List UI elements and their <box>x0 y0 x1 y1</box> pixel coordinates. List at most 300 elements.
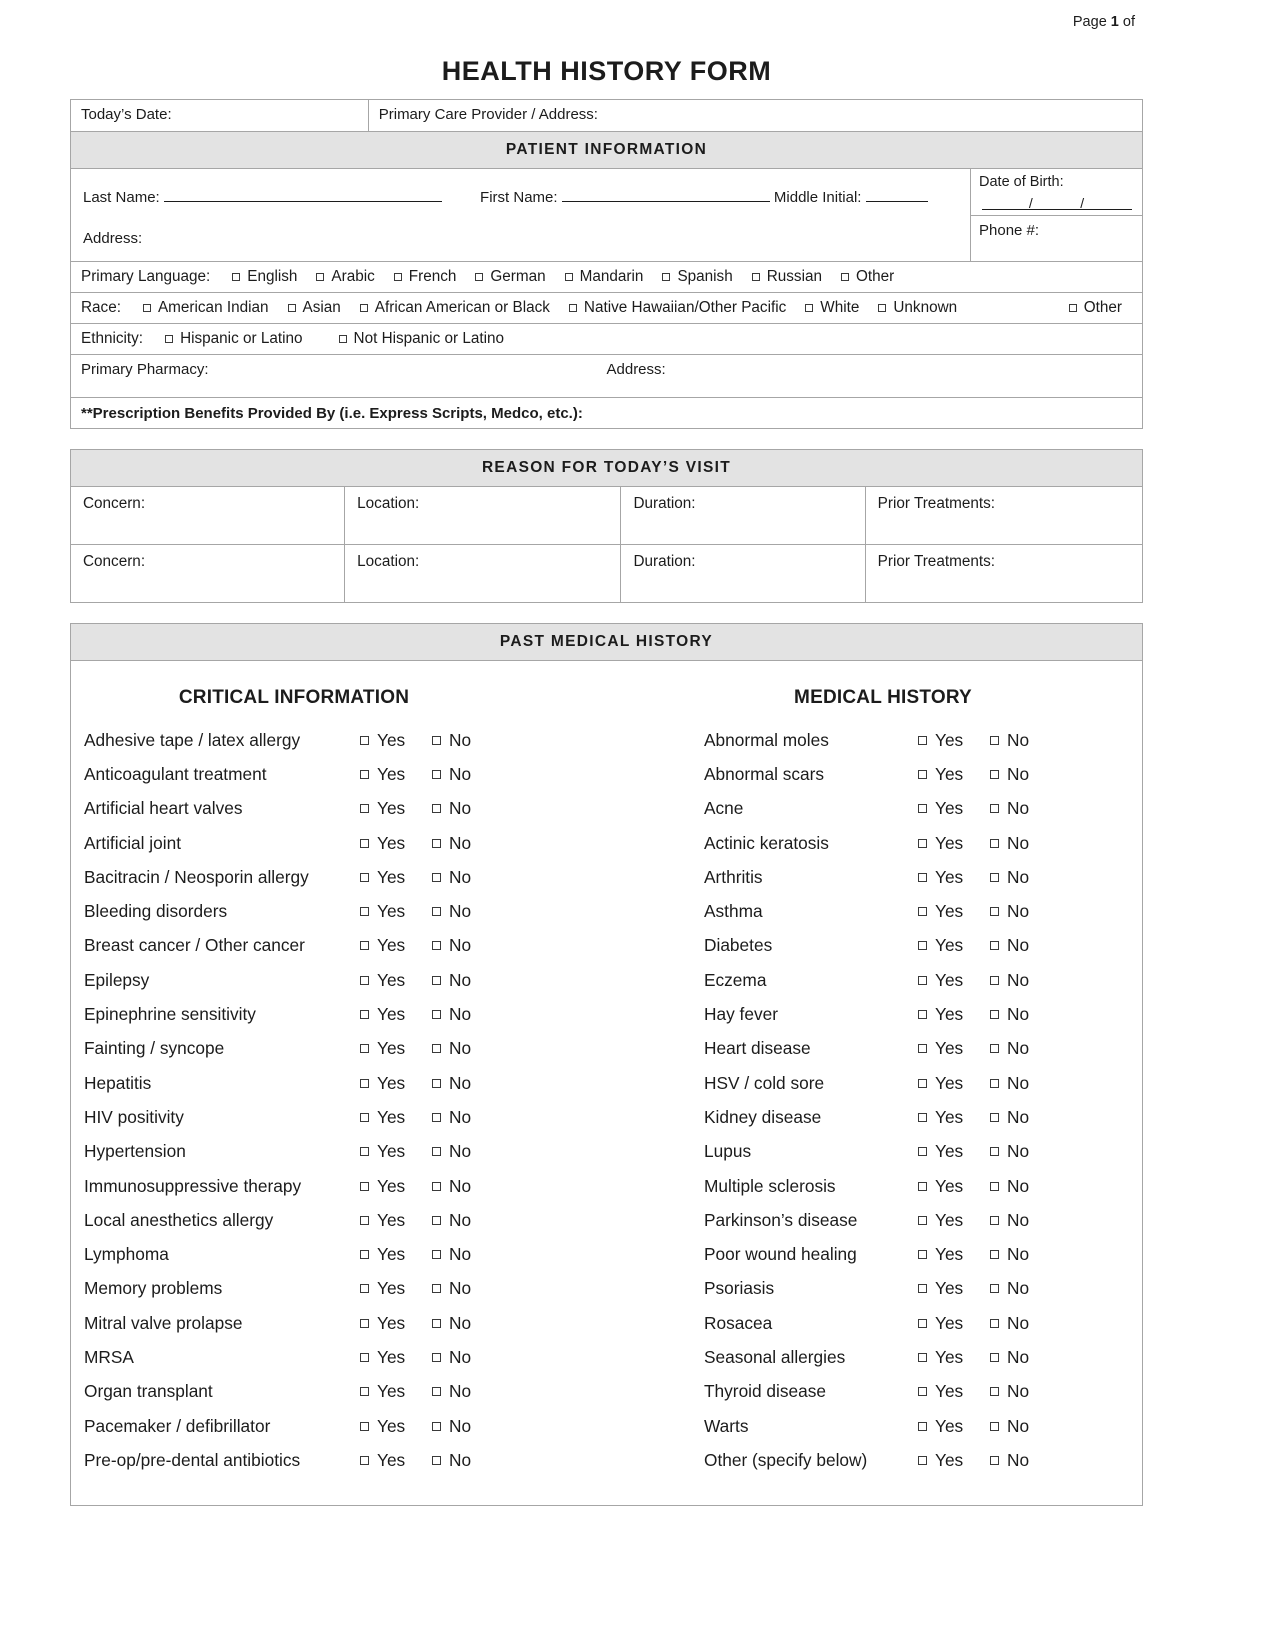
race-white-checkbox[interactable] <box>805 304 813 312</box>
yes-label: Yes <box>377 969 406 990</box>
prior-treatments-cell-2[interactable] <box>866 545 1142 602</box>
no-label: No <box>449 866 472 887</box>
hepatitis-yes-checkbox[interactable] <box>360 1079 369 1088</box>
no-label: No <box>449 1346 472 1367</box>
no-label: No <box>1007 1449 1030 1470</box>
hsv-cold-sore-yes-option <box>918 1073 990 1094</box>
condition-label: Epinephrine sensitivity <box>84 1004 256 1025</box>
other-specify-below-yes-option <box>918 1450 990 1471</box>
kidney-disease-yes-checkbox[interactable] <box>918 1113 927 1122</box>
language-option-arabic <box>316 268 374 286</box>
lupus-no-checkbox[interactable] <box>990 1147 999 1156</box>
lupus-yes-checkbox[interactable] <box>918 1147 927 1156</box>
hiv-positivity-yes-checkbox[interactable] <box>360 1113 369 1122</box>
kidney-disease-no-option <box>990 1107 1062 1128</box>
primary-care-provider-cell[interactable] <box>369 100 1142 131</box>
page-number <box>1073 14 1135 30</box>
last-name-input-line[interactable] <box>164 189 442 202</box>
warts-no-option <box>990 1416 1062 1437</box>
yes-label: Yes <box>935 1449 964 1470</box>
condition-label: Other (specify below) <box>704 1449 868 1470</box>
artificial-joint-no-checkbox[interactable] <box>432 839 441 848</box>
duration-label: Duration: <box>633 553 696 570</box>
name-line <box>83 189 958 206</box>
yes-label: Yes <box>935 901 964 922</box>
location-cell-1[interactable] <box>345 487 621 544</box>
language-spanish-checkbox[interactable] <box>662 273 670 281</box>
condition-label: Poor wound healing <box>704 1244 857 1265</box>
primary-pharmacy-cell[interactable] <box>81 361 607 391</box>
critical-row-fainting-syncope <box>84 1032 504 1066</box>
critical-row-artificial-heart-valves <box>84 792 504 826</box>
bacitracin-neosporin-allergy-yes-checkbox[interactable] <box>360 873 369 882</box>
yes-label: Yes <box>935 1415 964 1436</box>
hsv-cold-sore-no-option <box>990 1073 1062 1094</box>
race-option-label: Native Hawaiian/Other Pacific <box>583 299 787 316</box>
multiple-sclerosis-no-checkbox[interactable] <box>990 1182 999 1191</box>
condition-label: Arthritis <box>704 866 763 887</box>
lymphoma-no-checkbox[interactable] <box>432 1250 441 1259</box>
medical-row-actinic-keratosis <box>704 826 1062 860</box>
critical-row-hypertension <box>84 1135 504 1169</box>
mitral-valve-prolapse-no-checkbox[interactable] <box>432 1319 441 1328</box>
poor-wound-healing-no-checkbox[interactable] <box>990 1250 999 1259</box>
no-label: No <box>1007 798 1030 819</box>
location-label: Location: <box>357 495 420 512</box>
middle-initial-label: Middle Initial: <box>773 189 862 206</box>
medical-row-eczema <box>704 963 1062 997</box>
memory-problems-no-checkbox[interactable] <box>432 1284 441 1293</box>
asthma-no-checkbox[interactable] <box>990 907 999 916</box>
pharmacy-address-label: Address: <box>606 361 666 378</box>
epilepsy-no-checkbox[interactable] <box>432 976 441 985</box>
organ-transplant-yes-option <box>360 1381 432 1402</box>
rosacea-yes-checkbox[interactable] <box>918 1319 927 1328</box>
no-label: No <box>1007 969 1030 990</box>
psoriasis-no-checkbox[interactable] <box>990 1284 999 1293</box>
fainting-syncope-yes-checkbox[interactable] <box>360 1044 369 1053</box>
condition-label: Organ transplant <box>84 1381 213 1402</box>
language-french-checkbox[interactable] <box>394 273 402 281</box>
seasonal-allergies-no-checkbox[interactable] <box>990 1353 999 1362</box>
no-label: No <box>449 1175 472 1196</box>
critical-row-mrsa <box>84 1340 504 1374</box>
pacemaker-defibrillator-yes-checkbox[interactable] <box>360 1422 369 1431</box>
race-unknown-checkbox[interactable] <box>878 304 886 312</box>
hiv-positivity-no-option <box>432 1107 504 1128</box>
patient-information-section <box>70 99 1143 429</box>
no-label: No <box>449 1244 472 1265</box>
race-option-american-indian <box>143 299 269 317</box>
diabetes-yes-option <box>918 935 990 956</box>
thyroid-disease-no-checkbox[interactable] <box>990 1387 999 1396</box>
organ-transplant-no-option <box>432 1381 504 1402</box>
date-of-birth-cell <box>971 169 1142 216</box>
race-asian-checkbox[interactable] <box>288 304 296 312</box>
language-option-french <box>394 268 457 286</box>
ethnicity-option-label: Not Hispanic or Latino <box>353 330 505 347</box>
concern-cell-2[interactable] <box>71 545 345 602</box>
yes-label: Yes <box>935 935 964 956</box>
duration-cell-2[interactable] <box>621 545 865 602</box>
condition-label: Psoriasis <box>704 1278 775 1299</box>
poor-wound-healing-yes-option <box>918 1244 990 1265</box>
date-of-birth-label: Date of Birth: <box>979 174 1064 190</box>
arthritis-no-checkbox[interactable] <box>990 873 999 882</box>
parkinson-s-disease-yes-checkbox[interactable] <box>918 1216 927 1225</box>
language-other-checkbox[interactable] <box>841 273 849 281</box>
mitral-valve-prolapse-yes-option <box>360 1313 432 1334</box>
pre-op-pre-dental-antibiotics-no-checkbox[interactable] <box>432 1456 441 1465</box>
organ-transplant-no-checkbox[interactable] <box>432 1387 441 1396</box>
asthma-no-option <box>990 901 1062 922</box>
critical-row-immunosuppressive-therapy <box>84 1169 504 1203</box>
acne-no-checkbox[interactable] <box>990 804 999 813</box>
bleeding-disorders-yes-option <box>360 901 432 922</box>
memory-problems-yes-checkbox[interactable] <box>360 1284 369 1293</box>
actinic-keratosis-no-option <box>990 833 1062 854</box>
ethnicity-option-label: Hispanic or Latino <box>180 330 303 347</box>
other-specify-below-no-checkbox[interactable] <box>990 1456 999 1465</box>
condition-label: Mitral valve prolapse <box>84 1312 243 1333</box>
race-option-label: Asian <box>302 299 341 316</box>
abnormal-scars-no-option <box>990 764 1062 785</box>
first-name-input-line[interactable] <box>562 189 770 202</box>
medical-row-abnormal-moles <box>704 723 1062 757</box>
condition-label: Immunosuppressive therapy <box>84 1175 302 1196</box>
hepatitis-no-option <box>432 1073 504 1094</box>
abnormal-scars-yes-checkbox[interactable] <box>918 770 927 779</box>
pre-op-pre-dental-antibiotics-no-option <box>432 1450 504 1471</box>
eczema-yes-checkbox[interactable] <box>918 976 927 985</box>
bleeding-disorders-no-option <box>432 901 504 922</box>
dob-slash: / <box>1028 195 1033 211</box>
language-option-label: Spanish <box>677 268 733 285</box>
fainting-syncope-no-checkbox[interactable] <box>432 1044 441 1053</box>
language-option-label: French <box>408 268 457 285</box>
heart-disease-no-checkbox[interactable] <box>990 1044 999 1053</box>
lymphoma-yes-checkbox[interactable] <box>360 1250 369 1259</box>
language-option-label: Other <box>855 268 895 285</box>
visit-row-2 <box>71 544 1142 602</box>
yes-label: Yes <box>377 1004 406 1025</box>
medical-row-seasonal-allergies <box>704 1340 1062 1374</box>
anticoagulant-treatment-no-option <box>432 764 504 785</box>
anticoagulant-treatment-yes-checkbox[interactable] <box>360 770 369 779</box>
pharmacy-address-cell[interactable] <box>607 361 1133 391</box>
acne-no-option <box>990 798 1062 819</box>
condition-label: Hepatitis <box>84 1072 152 1093</box>
condition-label: Lymphoma <box>84 1244 169 1265</box>
critical-row-hiv-positivity <box>84 1100 504 1134</box>
no-label: No <box>1007 1038 1030 1059</box>
medical-history-title: MEDICAL HISTORY <box>794 687 972 708</box>
condition-label: Heart disease <box>704 1038 811 1059</box>
yes-label: Yes <box>377 935 406 956</box>
page-number-value: 1 <box>1110 14 1119 30</box>
epinephrine-sensitivity-yes-checkbox[interactable] <box>360 1010 369 1019</box>
race-row <box>71 292 1142 323</box>
breast-cancer-other-cancer-no-checkbox[interactable] <box>432 941 441 950</box>
medical-row-hay-fever <box>704 997 1062 1031</box>
todays-date-cell[interactable] <box>71 100 369 131</box>
local-anesthetics-allergy-yes-option <box>360 1210 432 1231</box>
adhesive-tape-latex-allergy-yes-checkbox[interactable] <box>360 736 369 745</box>
heart-disease-yes-checkbox[interactable] <box>918 1044 927 1053</box>
yes-label: Yes <box>935 832 964 853</box>
critical-row-anticoagulant-treatment <box>84 757 504 791</box>
eczema-no-option <box>990 970 1062 991</box>
language-arabic-checkbox[interactable] <box>316 273 324 281</box>
organ-transplant-yes-checkbox[interactable] <box>360 1387 369 1396</box>
medical-row-asthma <box>704 894 1062 928</box>
multiple-sclerosis-yes-checkbox[interactable] <box>918 1182 927 1191</box>
hsv-cold-sore-yes-checkbox[interactable] <box>918 1079 927 1088</box>
asthma-yes-option <box>918 901 990 922</box>
name-dob-row <box>71 168 1142 261</box>
condition-label: Abnormal moles <box>704 729 829 750</box>
yes-label: Yes <box>935 729 964 750</box>
hiv-positivity-no-checkbox[interactable] <box>432 1113 441 1122</box>
pacemaker-defibrillator-yes-option <box>360 1416 432 1437</box>
duration-cell-1[interactable] <box>621 487 865 544</box>
yes-label: Yes <box>377 1244 406 1265</box>
medical-row-warts <box>704 1409 1062 1443</box>
no-label: No <box>1007 901 1030 922</box>
hay-fever-yes-checkbox[interactable] <box>918 1010 927 1019</box>
diabetes-no-checkbox[interactable] <box>990 941 999 950</box>
diabetes-yes-checkbox[interactable] <box>918 941 927 950</box>
race-option-other <box>1069 299 1122 317</box>
primary-language-label: Primary Language: <box>81 268 211 285</box>
yes-label: Yes <box>935 1106 964 1127</box>
parkinson-s-disease-no-option <box>990 1210 1062 1231</box>
mrsa-yes-option <box>360 1347 432 1368</box>
yes-label: Yes <box>935 969 964 990</box>
critical-information-rows <box>84 723 504 1478</box>
concern-cell-1[interactable] <box>71 487 345 544</box>
immunosuppressive-therapy-yes-option <box>360 1176 432 1197</box>
seasonal-allergies-no-option <box>990 1347 1062 1368</box>
critical-row-memory-problems <box>84 1272 504 1306</box>
condition-label: Adhesive tape / latex allergy <box>84 729 301 750</box>
condition-label: Hypertension <box>84 1141 186 1162</box>
yes-label: Yes <box>935 1038 964 1059</box>
epinephrine-sensitivity-no-checkbox[interactable] <box>432 1010 441 1019</box>
prescription-benefits-row[interactable] <box>71 397 1142 428</box>
warts-no-checkbox[interactable] <box>990 1422 999 1431</box>
artificial-heart-valves-yes-checkbox[interactable] <box>360 804 369 813</box>
condition-label: Eczema <box>704 969 767 990</box>
no-label: No <box>449 1278 472 1299</box>
arthritis-yes-option <box>918 867 990 888</box>
hypertension-no-checkbox[interactable] <box>432 1147 441 1156</box>
yes-label: Yes <box>377 1072 406 1093</box>
eczema-no-checkbox[interactable] <box>990 976 999 985</box>
condition-label: Anticoagulant treatment <box>84 763 267 784</box>
prior-treatments-cell-1[interactable] <box>866 487 1142 544</box>
race-option-native-hawaiian-other-pacific <box>569 299 786 317</box>
race-option-african-american-or-black <box>360 299 550 317</box>
local-anesthetics-allergy-yes-checkbox[interactable] <box>360 1216 369 1225</box>
medical-row-lupus <box>704 1135 1062 1169</box>
critical-row-bacitracin-neosporin-allergy <box>84 860 504 894</box>
yes-label: Yes <box>377 1175 406 1196</box>
critical-row-mitral-valve-prolapse <box>84 1306 504 1340</box>
mrsa-no-checkbox[interactable] <box>432 1353 441 1362</box>
artificial-heart-valves-no-checkbox[interactable] <box>432 804 441 813</box>
immunosuppressive-therapy-no-checkbox[interactable] <box>432 1182 441 1191</box>
warts-yes-checkbox[interactable] <box>918 1422 927 1431</box>
kidney-disease-no-checkbox[interactable] <box>990 1113 999 1122</box>
thyroid-disease-no-option <box>990 1381 1062 1402</box>
no-label: No <box>449 1209 472 1230</box>
language-option-label: English <box>247 268 298 285</box>
pacemaker-defibrillator-no-checkbox[interactable] <box>432 1422 441 1431</box>
page-label: Page <box>1072 14 1107 30</box>
language-russian-checkbox[interactable] <box>752 273 760 281</box>
bacitracin-neosporin-allergy-no-checkbox[interactable] <box>432 873 441 882</box>
language-german-checkbox[interactable] <box>475 273 483 281</box>
memory-problems-no-option <box>432 1278 504 1299</box>
condition-label: MRSA <box>84 1346 134 1367</box>
condition-label: Bleeding disorders <box>84 901 228 922</box>
heart-disease-yes-option <box>918 1038 990 1059</box>
prior-treatments-label: Prior Treatments: <box>877 495 995 512</box>
lymphoma-no-option <box>432 1244 504 1265</box>
race-option-unknown <box>878 299 957 317</box>
pre-op-pre-dental-antibiotics-yes-checkbox[interactable] <box>360 1456 369 1465</box>
artificial-heart-valves-yes-option <box>360 798 432 819</box>
condition-label: Kidney disease <box>704 1106 822 1127</box>
ethnicity-not-hispanic-or-latino-checkbox[interactable] <box>339 335 347 343</box>
no-label: No <box>1007 1278 1030 1299</box>
yes-label: Yes <box>377 901 406 922</box>
primary-care-provider-label: Primary Care Provider / Address: <box>378 106 598 123</box>
language-option-german <box>475 268 545 286</box>
dob-input-line[interactable] <box>982 195 1132 210</box>
yes-label: Yes <box>935 1278 964 1299</box>
mitral-valve-prolapse-yes-checkbox[interactable] <box>360 1319 369 1328</box>
no-label: No <box>1007 1175 1030 1196</box>
arthritis-yes-checkbox[interactable] <box>918 873 927 882</box>
bleeding-disorders-no-checkbox[interactable] <box>432 907 441 916</box>
location-cell-2[interactable] <box>345 545 621 602</box>
immunosuppressive-therapy-yes-checkbox[interactable] <box>360 1182 369 1191</box>
no-label: No <box>449 1038 472 1059</box>
hay-fever-no-checkbox[interactable] <box>990 1010 999 1019</box>
parkinson-s-disease-yes-option <box>918 1210 990 1231</box>
race-african-american-or-black-checkbox[interactable] <box>360 304 368 312</box>
rosacea-no-checkbox[interactable] <box>990 1319 999 1328</box>
race-other-checkbox[interactable] <box>1069 304 1077 312</box>
middle-initial-input-line[interactable] <box>866 189 928 202</box>
rosacea-no-option <box>990 1313 1062 1334</box>
mrsa-yes-checkbox[interactable] <box>360 1353 369 1362</box>
poor-wound-healing-yes-checkbox[interactable] <box>918 1250 927 1259</box>
ethnicity-label: Ethnicity: <box>81 330 144 347</box>
condition-label: Multiple sclerosis <box>704 1175 836 1196</box>
other-specify-below-yes-checkbox[interactable] <box>918 1456 927 1465</box>
multiple-sclerosis-no-option <box>990 1176 1062 1197</box>
critical-row-pacemaker-defibrillator <box>84 1409 504 1443</box>
asthma-yes-checkbox[interactable] <box>918 907 927 916</box>
critical-row-epinephrine-sensitivity <box>84 997 504 1031</box>
language-mandarin-checkbox[interactable] <box>565 273 573 281</box>
condition-label: Artificial joint <box>84 832 181 853</box>
phone-cell[interactable] <box>971 216 1142 261</box>
race-label: Race: <box>81 299 121 316</box>
artificial-joint-yes-checkbox[interactable] <box>360 839 369 848</box>
condition-label: Actinic keratosis <box>704 832 829 853</box>
yes-label: Yes <box>377 1346 406 1367</box>
medical-row-other-specify-below <box>704 1443 1062 1477</box>
concern-label: Concern: <box>83 495 146 512</box>
parkinson-s-disease-no-checkbox[interactable] <box>990 1216 999 1225</box>
no-label: No <box>449 1312 472 1333</box>
bleeding-disorders-yes-checkbox[interactable] <box>360 907 369 916</box>
psoriasis-yes-checkbox[interactable] <box>918 1284 927 1293</box>
adhesive-tape-latex-allergy-no-option <box>432 730 504 751</box>
abnormal-moles-no-checkbox[interactable] <box>990 736 999 745</box>
race-native-hawaiian-other-pacific-checkbox[interactable] <box>569 304 577 312</box>
psoriasis-no-option <box>990 1278 1062 1299</box>
thyroid-disease-yes-checkbox[interactable] <box>918 1387 927 1396</box>
medical-row-rosacea <box>704 1306 1062 1340</box>
thyroid-disease-yes-option <box>918 1381 990 1402</box>
hepatitis-yes-option <box>360 1073 432 1094</box>
language-english-checkbox[interactable] <box>232 273 240 281</box>
acne-yes-checkbox[interactable] <box>918 804 927 813</box>
hay-fever-yes-option <box>918 1004 990 1025</box>
anticoagulant-treatment-yes-option <box>360 764 432 785</box>
no-label: No <box>1007 1381 1030 1402</box>
epilepsy-yes-checkbox[interactable] <box>360 976 369 985</box>
race-american-indian-checkbox[interactable] <box>143 304 151 312</box>
actinic-keratosis-yes-checkbox[interactable] <box>918 839 927 848</box>
lymphoma-yes-option <box>360 1244 432 1265</box>
address-line[interactable] <box>83 230 958 247</box>
breast-cancer-other-cancer-yes-checkbox[interactable] <box>360 941 369 950</box>
last-name-label: Last Name: <box>83 189 160 206</box>
artificial-heart-valves-no-option <box>432 798 504 819</box>
hepatitis-no-checkbox[interactable] <box>432 1079 441 1088</box>
ethnicity-hispanic-or-latino-checkbox[interactable] <box>165 335 173 343</box>
no-label: No <box>449 1141 472 1162</box>
condition-label: Fainting / syncope <box>84 1038 225 1059</box>
local-anesthetics-allergy-no-checkbox[interactable] <box>432 1216 441 1225</box>
address-label: Address: <box>83 230 143 247</box>
yes-label: Yes <box>935 1312 964 1333</box>
past-medical-history-header: PAST MEDICAL HISTORY <box>71 624 1142 660</box>
adhesive-tape-latex-allergy-no-checkbox[interactable] <box>432 736 441 745</box>
race-option-white <box>805 299 859 317</box>
critical-row-bleeding-disorders <box>84 894 504 928</box>
abnormal-moles-no-option <box>990 730 1062 751</box>
actinic-keratosis-no-checkbox[interactable] <box>990 839 999 848</box>
hypertension-yes-checkbox[interactable] <box>360 1147 369 1156</box>
abnormal-moles-yes-checkbox[interactable] <box>918 736 927 745</box>
actinic-keratosis-yes-option <box>918 833 990 854</box>
seasonal-allergies-yes-checkbox[interactable] <box>918 1353 927 1362</box>
no-label: No <box>449 1415 472 1436</box>
primary-language-row <box>71 261 1142 292</box>
hsv-cold-sore-no-checkbox[interactable] <box>990 1079 999 1088</box>
anticoagulant-treatment-no-checkbox[interactable] <box>432 770 441 779</box>
multiple-sclerosis-yes-option <box>918 1176 990 1197</box>
abnormal-scars-no-checkbox[interactable] <box>990 770 999 779</box>
patient-information-header: PATIENT INFORMATION <box>71 131 1142 168</box>
